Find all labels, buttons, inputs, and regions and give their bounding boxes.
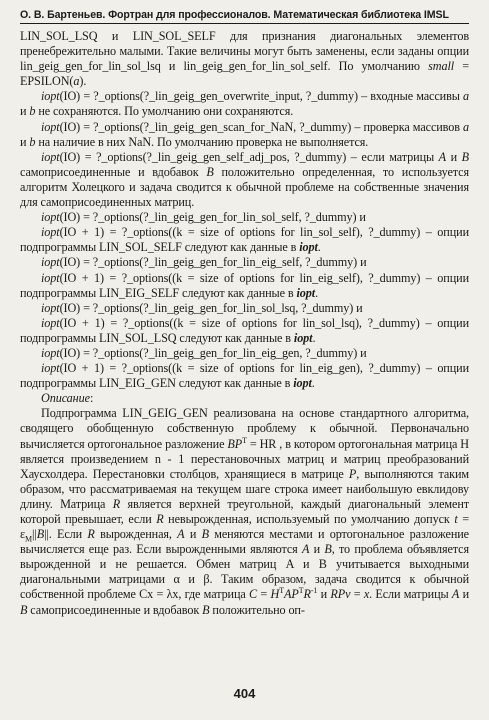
text-run: (IO) = ?_options(?_lin_geig_gen_for_lin_sol_self, ?_dummy) и (59, 210, 366, 225)
text-run: T (279, 586, 284, 596)
text-run: положительно определенная, то используется алгоритм Холецкого и задача сводится к обычной проблеме на собственные значения для самоприсоединенных матриц. (20, 164, 469, 210)
text-run: и (317, 587, 331, 602)
text-run: и (446, 149, 462, 164)
text-run: . Если матрицы (369, 587, 452, 602)
paragraph (20, 29, 469, 89)
text-run: b (29, 104, 36, 119)
text-run: iopt (41, 315, 60, 330)
text-run: iopt (41, 345, 60, 360)
paragraph (20, 301, 469, 316)
text-run: iopt (41, 361, 60, 376)
paragraph (20, 391, 469, 406)
paragraph (20, 346, 469, 361)
text-run: (IO + 1) = ?_options((k = size of options for lin_sol_self), ?_dummy) – опции подпрограммы LIN_SOL_SELF следуют как данные в (20, 225, 469, 255)
text-run: || (32, 527, 37, 542)
text-run: R (303, 587, 311, 602)
text-run: BP (227, 436, 243, 451)
text-run: (IO) = ?_options(?_lin_geig_gen_overwrite_input, ?_dummy) – входные массивы (59, 89, 463, 104)
text-run: iopt (41, 149, 60, 164)
text-run: (IO) = ?_options(?_lin_geig_gen_scan_for_NaN, ?_dummy) – проверка массивов (59, 119, 463, 134)
text-run: и (184, 527, 202, 542)
text-run: R (87, 527, 95, 542)
text-run: = HR , в котором ортогональная матрица H является произведением n - 1 перестановочных матриц и матриц преобразований Хаусхолдера. Перестановки столбцов, хранящиеся в матрице (20, 436, 469, 481)
paragraph (20, 210, 469, 225)
text-run: R (156, 512, 164, 526)
text-run: B (202, 602, 210, 617)
text-run: iopt (296, 285, 316, 300)
text-run: A (451, 587, 460, 602)
paragraph (20, 406, 469, 617)
text-run: A (177, 527, 185, 542)
text-run: , выполняются таким образом, что рассматриваемая на текущем шаге строка имеет наибольшую евклидову длину. Матрица (20, 466, 470, 511)
paragraph (20, 225, 469, 255)
paragraph (20, 89, 469, 119)
paragraph (20, 271, 469, 301)
text-run: , то проблема объявляется вырожденной и не решается. Обмен матриц A и B учитывается выходными диагональными матрицами α и β. Таким образом, задача сводится к обычной собственной проблеме Cx = λx, где матрица (20, 542, 469, 602)
text-run: на наличие в них NaN. По умолчанию проверка не выполняется. (35, 134, 369, 149)
paragraph (20, 255, 469, 270)
text-run: iopt (41, 210, 60, 225)
text-run: = (257, 587, 271, 602)
text-run: A (438, 149, 447, 164)
text-run: M (25, 534, 33, 544)
text-run: a (73, 74, 80, 89)
text-run: и (20, 104, 30, 119)
paragraph (20, 361, 469, 391)
text-run: -1 (310, 586, 318, 596)
text-run: самоприсоединенные и вдобавок (27, 602, 203, 617)
text-run: iopt (41, 225, 60, 240)
text-run: b (29, 134, 36, 149)
text-run: (IO) = ?_options(?_lin_geig_gen_for_lin_sol_lsq, ?_dummy) и (59, 300, 363, 315)
text-run: a (463, 89, 469, 104)
paragraph (20, 150, 469, 210)
text-run: AP (284, 587, 299, 602)
text-run: B (461, 149, 469, 164)
text-run: a (463, 119, 469, 134)
header-rule (20, 23, 469, 24)
running-header: О. В. Бартеньев. Фортран для профессионалов. Математическая библиотека IMSL (20, 9, 449, 21)
text-run: вырожденная, (94, 527, 178, 542)
text-run: = EPSILON( (20, 59, 469, 89)
paragraph (20, 120, 469, 150)
page-number: 404 (233, 686, 256, 701)
text-run: Описание (41, 391, 90, 406)
text-run: iopt (41, 89, 60, 104)
text-run: A (301, 542, 310, 557)
text-run: самоприсоединенные и вдобавок (20, 164, 207, 179)
body-text (20, 29, 469, 618)
text-run: (IO) = ?_options(?_lin_geig_gen_self_adj_pos, ?_dummy) – если матрицы (59, 149, 439, 164)
text-run: R (112, 496, 121, 511)
text-run: и (459, 587, 470, 602)
text-run: iopt (41, 300, 60, 315)
text-run: P (348, 466, 357, 481)
text-run: iopt (293, 330, 313, 345)
text-run: iopt (293, 376, 312, 391)
text-run: x (363, 587, 370, 602)
text-run: положительно оп- (209, 602, 305, 617)
text-run: и (20, 134, 30, 149)
text-run: Подпрограмма LIN_GEIG_GEN реализована на основе стандартного алгоритма, сводящего обобщенную собственную проблему к обычной. Первоначально вычисляется ортогональное разложение (20, 406, 469, 451)
text-run: iopt (41, 119, 60, 134)
text-run: : (89, 391, 94, 406)
text-run: меняются местами и ортогональное разложение вычисляется еще раз. Если вырожденными являются (20, 527, 469, 557)
text-run: T (298, 586, 304, 596)
text-run: (IO + 1) = ?_options((k = size of options for lin_eig_self), ?_dummy) – опции подпрограммы LIN_EIG_SELF следуют как данные в (20, 270, 469, 300)
text-run: является верхней треугольной, каждый диагональный элемент которой превышает, если (20, 496, 470, 526)
text-run: (IO + 1) = ?_options((k = size of options for lin_sol_lsq), ?_dummy) – опции подпрограммы LIN_SOL_LSQ следуют как данные в (20, 315, 469, 345)
text-run: H (270, 587, 280, 602)
text-run: small (428, 59, 455, 74)
text-run: . (315, 285, 319, 300)
text-run: B (206, 164, 214, 179)
text-run: B (20, 602, 28, 617)
text-run: = ε (20, 512, 469, 542)
text-run: C (249, 587, 258, 602)
text-run: iopt (41, 255, 60, 270)
text-run: . (317, 240, 321, 255)
text-run: и (309, 542, 325, 557)
text-run: (IO) = ?_options(?_lin_geig_gen_for_lin_eig_gen, ?_dummy) и (59, 345, 367, 360)
text-run: (IO + 1) = ?_options((k = size of options for lin_eig_gen), ?_dummy) – опции подпрограммы LIN_EIG_GEN следуют как данные в (20, 361, 469, 391)
text-run: . (311, 376, 315, 391)
text-run: RPv (330, 587, 351, 602)
text-run: t (454, 512, 458, 526)
text-run: T (242, 435, 247, 445)
text-run: невырожденная, используемый по умолчанию допуск (163, 512, 455, 526)
paragraph (20, 316, 469, 346)
text-run: ). (79, 74, 87, 89)
text-run: (IO) = ?_options(?_lin_geig_gen_for_lin_eig_self, ?_dummy) и (59, 255, 367, 270)
text-run: не сохраняются. По умолчанию они сохраняются. (35, 104, 294, 119)
text-run: ||. Если (44, 527, 88, 542)
text-run: LIN_SOL_LSQ и LIN_SOL_SELF для признания диагональных элементов пренебрежительно малыми. Такие величины могут быть заменены, если заданы опции lin_geig_gen_for_lin_sol_lsq и lin_geig_gen_for_lin_sol_self. По умолчанию (20, 29, 469, 74)
text-run: B (324, 542, 332, 557)
text-run: = (350, 587, 364, 602)
text-run: iopt (299, 240, 318, 255)
text-run: . (312, 330, 316, 345)
text-run: B (36, 527, 45, 542)
text-run: B (201, 527, 209, 542)
text-run: iopt (41, 270, 60, 285)
